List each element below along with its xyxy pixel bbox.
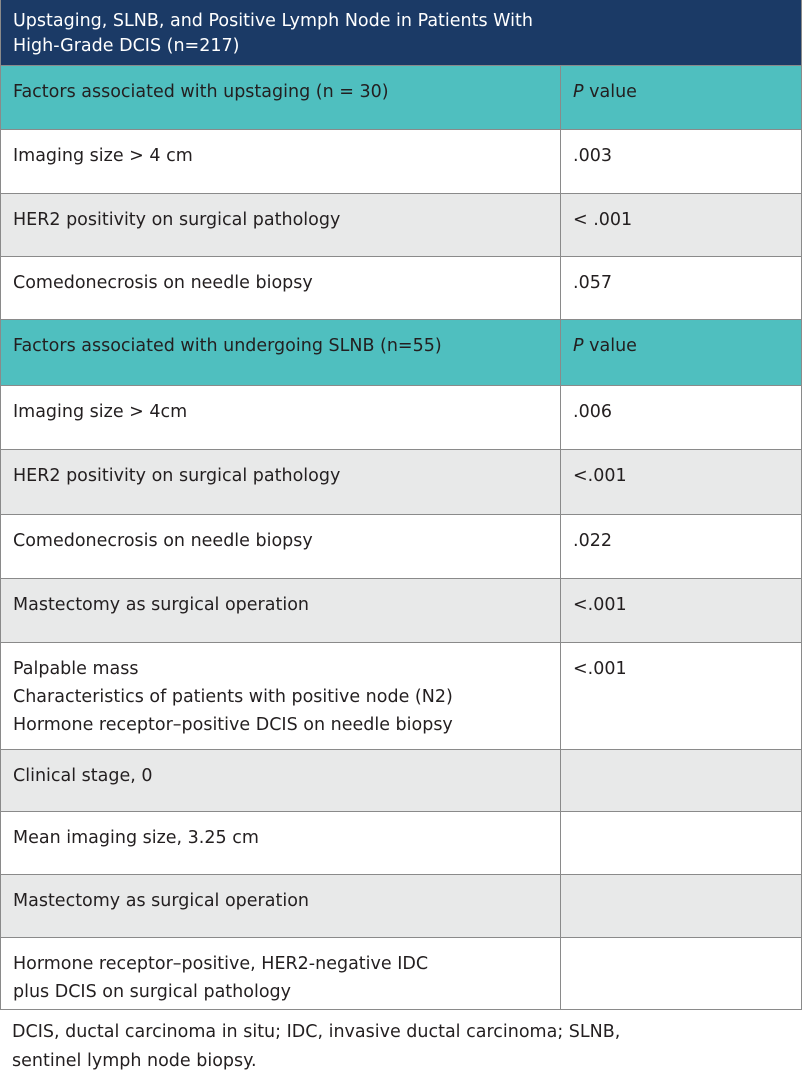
table-row <box>1 129 801 193</box>
table-row <box>1 937 801 1010</box>
footnote <box>0 1010 802 1076</box>
factor-cell <box>1 450 561 514</box>
factor-cell <box>1 812 561 874</box>
factor-text: plus DCIS on surgical pathology <box>13 982 291 1002</box>
footnote-line-2: sentinel lymph node biopsy. <box>12 1051 257 1071</box>
p-value-cell <box>561 257 801 319</box>
table-row <box>1 193 801 256</box>
factor-text: Clinical stage, 0 <box>13 766 153 786</box>
p-value: .006 <box>573 402 612 422</box>
p-value-cell <box>561 515 801 578</box>
factor-text: Hormone receptor–positive DCIS on needle biopsy <box>13 715 453 735</box>
p-value-cell <box>561 450 801 514</box>
p-value-cell <box>561 750 801 811</box>
factor-text: Characteristics of patients with positive node (N2) <box>13 687 453 707</box>
factor-cell <box>1 515 561 578</box>
p-value-cell <box>561 812 801 874</box>
factor-text: HER2 positivity on surgical pathology <box>13 210 341 230</box>
p-value: <.001 <box>573 595 627 615</box>
p-value: .003 <box>573 146 612 166</box>
factor-text: Mastectomy as surgical operation <box>13 595 309 615</box>
p-value: .022 <box>573 531 612 551</box>
footnote-line-1: DCIS, ductal carcinoma in situ; IDC, invasive ductal carcinoma; SLNB, <box>12 1022 621 1042</box>
factor-text: Mastectomy as surgical operation <box>13 891 309 911</box>
table-row <box>1 578 801 642</box>
p-value-cell <box>561 643 801 749</box>
table-section-header <box>1 65 801 129</box>
p-value: < .001 <box>573 210 633 230</box>
section-label: Factors associated with upstaging (n = 30) <box>13 82 389 102</box>
factor-text: Imaging size > 4cm <box>13 402 188 422</box>
table-row <box>1 514 801 578</box>
p-value: .057 <box>573 273 612 293</box>
table-row <box>1 874 801 937</box>
p-value-cell <box>561 194 801 256</box>
table-row <box>1 385 801 449</box>
factor-cell <box>1 194 561 256</box>
factor-cell <box>1 875 561 937</box>
section-label-cell <box>1 320 561 385</box>
section-label-cell <box>1 66 561 129</box>
factor-cell <box>1 130 561 193</box>
factor-cell <box>1 257 561 319</box>
factor-cell <box>1 750 561 811</box>
factor-cell <box>1 938 561 1009</box>
table-row <box>1 811 801 874</box>
p-value-label: value <box>583 82 637 102</box>
table-body <box>1 65 801 1010</box>
p-value-cell <box>561 938 801 1009</box>
p-value-cell <box>561 875 801 937</box>
table-title <box>1 0 801 65</box>
section-label: Factors associated with undergoing SLNB (n=55) <box>13 336 442 356</box>
factor-text: HER2 positivity on surgical pathology <box>13 466 341 486</box>
p-value-cell <box>561 386 801 449</box>
factor-text: Hormone receptor–positive, HER2-negative IDC <box>13 954 429 974</box>
title-line-2: High-Grade DCIS (n=217) <box>13 36 240 56</box>
factor-text: Mean imaging size, 3.25 cm <box>13 828 259 848</box>
table-section-header <box>1 319 801 385</box>
table-row <box>1 256 801 319</box>
p-value: <.001 <box>573 659 627 679</box>
table-row <box>1 449 801 514</box>
p-letter: P <box>573 82 584 102</box>
factor-cell <box>1 579 561 642</box>
table-row <box>1 642 801 749</box>
factor-text: Comedonecrosis on needle biopsy <box>13 273 313 293</box>
p-value-header-cell <box>561 320 801 385</box>
factor-text: Imaging size > 4 cm <box>13 146 193 166</box>
p-letter: P <box>573 336 584 356</box>
factor-cell <box>1 643 561 749</box>
p-value: <.001 <box>573 466 627 486</box>
p-value-cell <box>561 579 801 642</box>
p-value-cell <box>561 130 801 193</box>
table-row <box>1 749 801 811</box>
p-value-label: value <box>583 336 637 356</box>
factor-text: Palpable mass <box>13 659 139 679</box>
factor-cell <box>1 386 561 449</box>
title-line-1: Upstaging, SLNB, and Positive Lymph Node in Patients With <box>13 11 533 31</box>
factor-text: Comedonecrosis on needle biopsy <box>13 531 313 551</box>
p-value-header-cell <box>561 66 801 129</box>
